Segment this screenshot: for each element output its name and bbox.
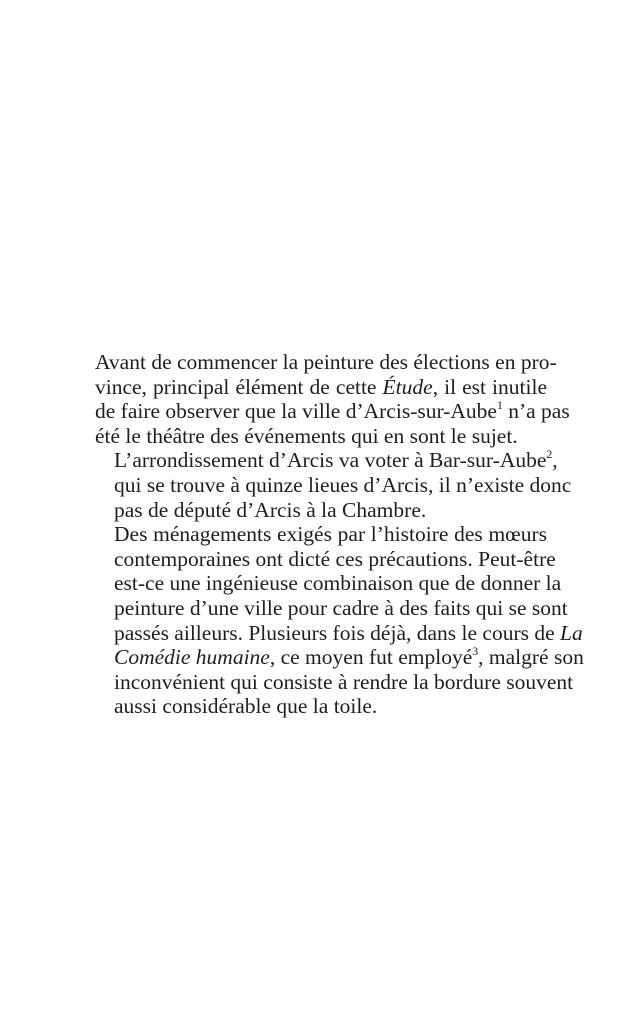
text-line: contemporaines ont dicté ces précautions. Peut-être [114,546,556,571]
text-line: Comédie humaine, ce moyen fut employé$^3$, malgré son [114,644,584,670]
footnote-ref: 2 [546,447,553,462]
italic-title: Comédie humaine [114,645,270,670]
text-line: été le théâtre des événements qui en sont le sujet. [95,423,518,448]
text-line: passés ailleurs. Plusieurs fois déjà, dans le cours de La [114,620,583,645]
text-line: vince, principal élément de cette Étude, il est inutile [95,374,547,399]
text-line: de faire observer que la ville d’Arcis-sur-Aube$^1$ n’a pas [95,398,570,424]
italic-title: La [560,620,583,645]
text-line: est-ce une ingénieuse combinaison que de donner la [114,571,562,596]
text-line: qui se trouve à quinze lieues d’Arcis, il n’existe donc [114,472,572,497]
footnote-ref: 1 [496,398,503,413]
text-line: pas de député d’Arcis à la Chambre. [114,497,427,522]
text-line: L’arrondissement d’Arcis va voter à Bar-sur-Aube$^2$, [114,447,558,473]
paragraph-1 [95,350,570,448]
text-line: Avant de commencer la peinture des élections en pro- [95,350,557,374]
text-line: Des ménagements exigés par l’histoire des mœurs [114,522,547,547]
paragraph-2 [95,447,572,522]
text-line: aussi considérable que la toile. [114,694,378,719]
italic-title: Étude [382,374,433,399]
text-line: inconvénient qui consiste à rendre la bordure souvent [114,669,574,694]
text-line: peinture d’une ville pour cadre à des faits qui se sont [114,595,568,620]
footnote-ref: 3 [472,644,479,659]
body-text [95,350,584,719]
paragraph-3 [95,522,584,719]
